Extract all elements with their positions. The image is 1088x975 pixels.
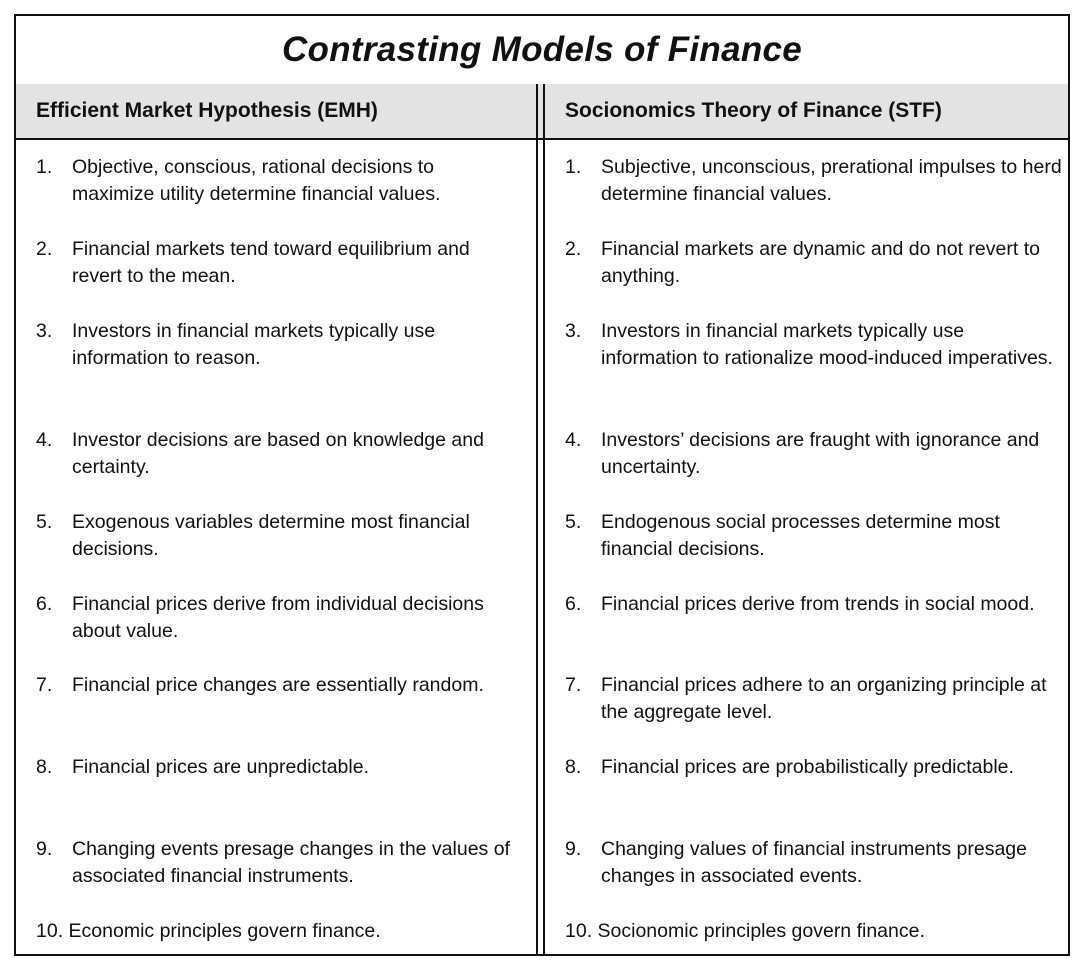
item-text: Investor decisions are based on knowledge and certainty. <box>72 429 484 478</box>
stf-column <box>565 140 1065 954</box>
title-row <box>16 16 1068 86</box>
item-text: Subjective, unconscious, prerational impulses to herd determine financial values. <box>601 156 1062 205</box>
emh-column <box>36 140 516 954</box>
item-number: 5. <box>36 511 53 533</box>
item-number: 2. <box>36 238 53 260</box>
item-text: Financial prices derive from individual decisions about value. <box>72 593 484 642</box>
item-text: Investors in financial markets typically use information to rationalize mood-induced imperatives. <box>601 320 1053 369</box>
emh-item-10 <box>36 918 516 945</box>
item-number: 3. <box>36 320 53 342</box>
item-number: 1. <box>565 156 582 178</box>
item-text: Financial prices adhere to an organizing principle at the aggregate level. <box>601 674 1047 723</box>
item-number: 6. <box>565 593 582 615</box>
item-text: Investors’ decisions are fraught with ignorance and uncertainty. <box>601 429 1040 478</box>
item-number: 5. <box>565 511 582 533</box>
item-text: Investors in financial markets typically use information to reason. <box>72 320 436 369</box>
item-number: 1. <box>36 156 53 178</box>
item-number: 4. <box>565 429 582 451</box>
item-number: 2. <box>565 238 582 260</box>
item-text: Changing events presage changes in the values of associated financial instruments. <box>72 838 510 887</box>
item-number: 7. <box>36 674 53 696</box>
item-text: Financial markets are dynamic and do not revert to anything. <box>601 238 1040 287</box>
column-divider-line-2 <box>543 84 545 954</box>
item-text: Changing values of financial instruments presage changes in associated events. <box>601 838 1028 887</box>
item-number: 7. <box>565 674 582 696</box>
header-row <box>16 84 1068 140</box>
item-text: Objective, conscious, rational decisions to maximize utility determine financial values. <box>72 156 441 205</box>
item-number: 6. <box>36 593 53 615</box>
item-number: 10. <box>36 920 64 942</box>
item-number: 4. <box>36 429 53 451</box>
item-text: Financial prices are unpredictable. <box>72 756 369 778</box>
item-number: 10. <box>565 920 593 942</box>
item-number: 9. <box>36 838 53 860</box>
item-number: 8. <box>36 756 53 778</box>
item-text: Financial prices are probabilistically predictable. <box>601 756 1014 778</box>
item-number: 3. <box>565 320 582 342</box>
table-title: Contrasting Models of Finance <box>281 30 803 69</box>
item-text: Financial price changes are essentially random. <box>72 674 484 696</box>
item-number: 8. <box>565 756 582 778</box>
comparison-table <box>14 14 1070 956</box>
item-number: 9. <box>565 838 582 860</box>
item-text: Financial prices derive from trends in social mood. <box>601 593 1035 615</box>
item-text: Endogenous social processes determine most financial decisions. <box>601 511 1000 560</box>
emh-column-header: Efficient Market Hypothesis (EMH) <box>36 99 378 122</box>
stf-item-10 <box>565 918 1065 945</box>
stf-column-header: Socionomics Theory of Finance (STF) <box>565 99 942 122</box>
item-text: Socionomic principles govern finance. <box>597 920 925 942</box>
column-divider-line-1 <box>536 84 538 954</box>
item-text: Economic principles govern finance. <box>68 920 381 942</box>
item-text: Exogenous variables determine most financial decisions. <box>72 511 470 560</box>
item-text: Financial markets tend toward equilibrium and revert to the mean. <box>72 238 470 287</box>
